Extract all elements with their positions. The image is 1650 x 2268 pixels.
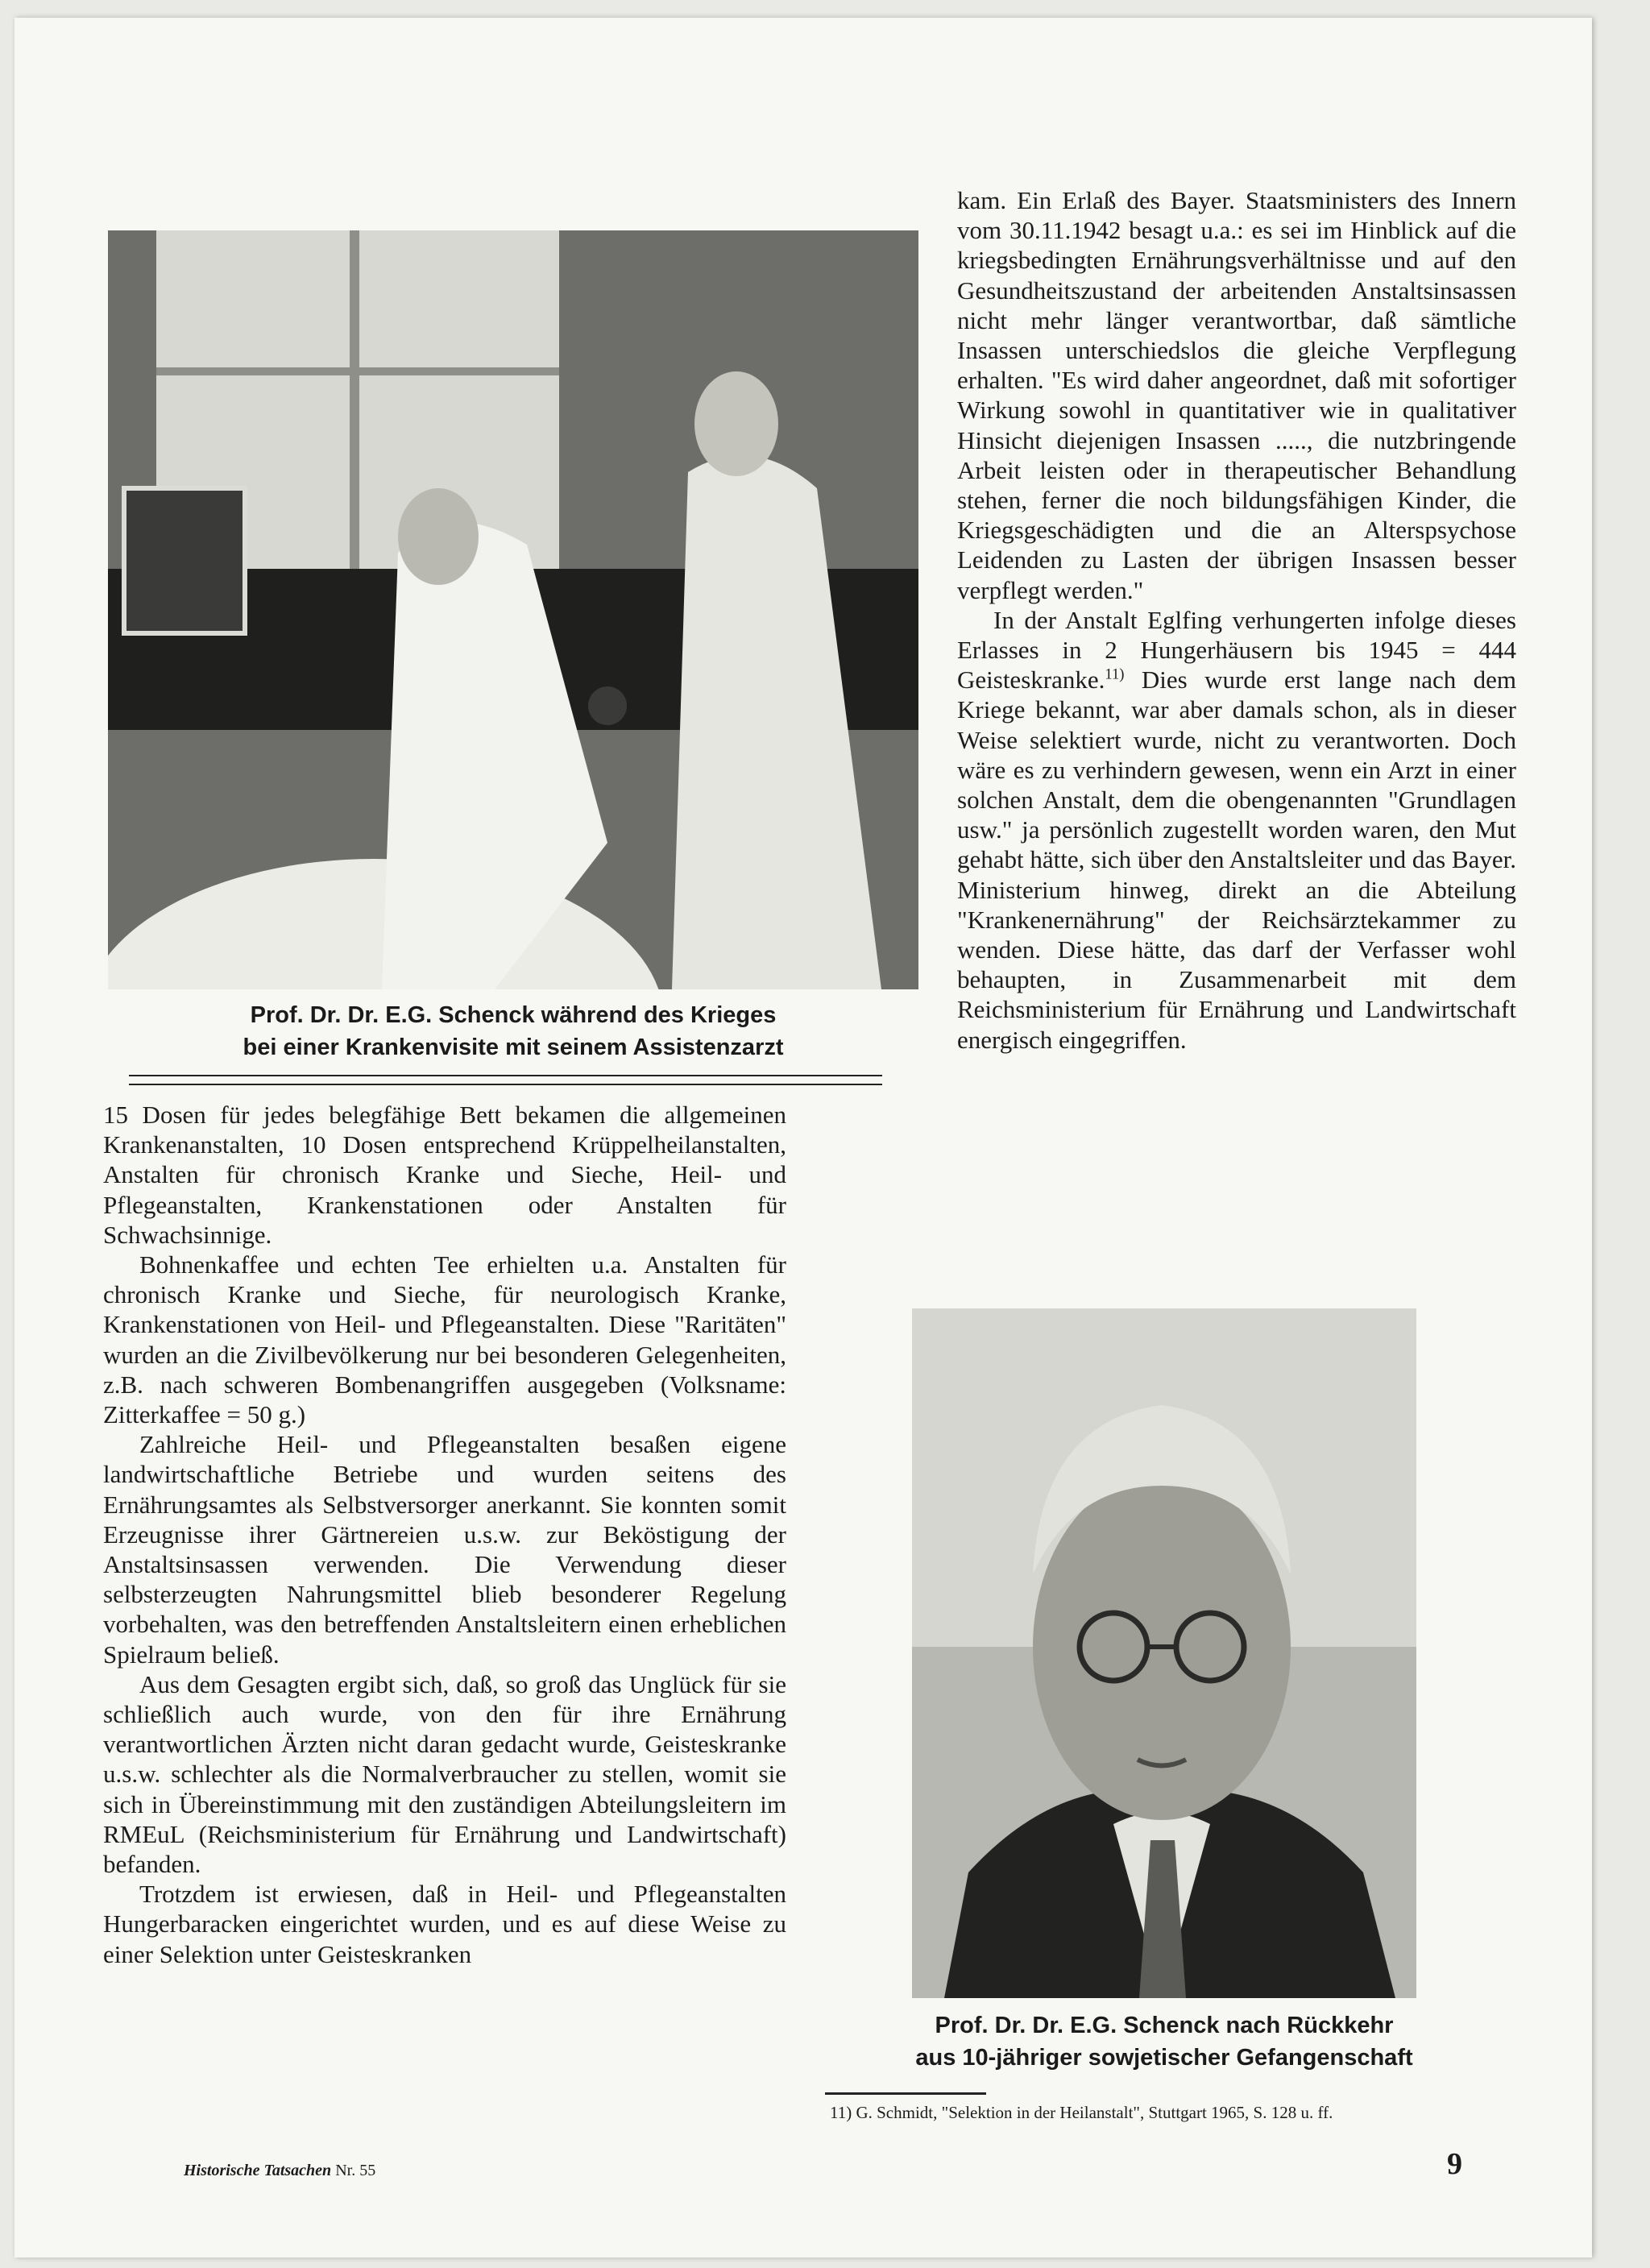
photo-hospital-visit [108,230,918,989]
left-column [103,1100,786,1969]
caption-rule-2 [129,1084,882,1085]
right-column [957,185,1516,1055]
photo-portrait [912,1308,1416,1998]
footnote-reference: 11) [1105,665,1125,683]
paragraph: Zahlreiche Heil- und Pflegeanstalten besaßen eigene landwirtschaftliche Betriebe und wurden seitens des Ernährungsamtes als Selbstversorger anerkannt. Sie konnten somit Erzeugnisse ihrer Gärtnereien u.s.w. zur Beköstigung der Anstaltsinsassen verwenden. Die Verwendung dieser selbsterzeugten Nahrungsmittel blieb besonderer Regelung vorbehalten, was den betreffenden Anstaltsleitern einen erheblichen Spielraum beließ. [103,1430,786,1669]
footer-publication: Historische Tatsachen Nr. 55 [184,2162,376,2179]
paragraph: Bohnenkaffee und echten Tee erhielten u.a. Anstalten für chronisch Kranke und Sieche, für neurologisch Kranke, Krankenstationen von Heil- und Pflegeanstalten. Diese "Raritäten" wurden an die Zivilbevölkerung nur bei besonderen Gelegenheiten, z.B. nach schweren Bombenangriffen ausgegeben (Volksname: Zitterkaffee = 50 g.) [103,1250,786,1429]
paragraph: In der Anstalt Eglfing verhungerten infolge dieses Erlasses in 2 Hungerhäusern bis 1945 = 444 Geisteskranke.$^{11)}$ Dies wurde erst lange nach dem Kriege bekannt, war aber damals schon, als in dieser Weise selektiert wurde, nicht zu verantworten. Doch wäre es zu verhindern gewesen, wenn ein Arzt in einer solchen Anstalt, dem die obengenannten "Grundlagen usw." ja persönlich zugestellt worden waren, den Mut gehabt hätte, sich über den Anstaltsleiter und das Bayer. Ministerium hinweg, direkt an die Abteilung "Krankenernährung" der Reichsärztekammer zu wenden. Diese hätte, das darf der Verfasser wohl behaupten, in Zusammenarbeit mit dem Reichsministerium für Ernährung und Landwirtschaft energisch eingegriffen. [957,605,1516,1054]
footnote: 11) G. Schmidt, "Selektion in der Heilanstalt", Stuttgart 1965, S. 128 u. ff. [830,2103,1333,2122]
photo-portrait-caption: Prof. Dr. Dr. E.G. Schenck nach Rückkehr aus 10-jähriger sowjetischer Gefangenschaft [915,2013,1413,2071]
paragraph: kam. Ein Erlaß des Bayer. Staatsministers des Innern vom 30.11.1942 besagt u.a.: es sei im Hinblick auf die kriegsbedingten Ernährungsverhältnisse und auf den Gesundheitszustand der arbeitenden Anstaltsinsassen nicht mehr länger verantwortbar, daß sämtliche Insassen unterschiedslos die gleiche Verpflegung erhalten. "Es wird daher angeordnet, daß mit sofortiger Wirkung sowohl in quantitativer wie in qualitativer Hinsicht diejenigen Insassen ....., die nutzbringende Arbeit leisten oder in therapeutischer Behandlung stehen, ferner die noch bildungsfähigen Kinder, die Kriegsgeschädigten und die an Alterspsychose Leidenden zu Lasten der übrigen Insassen besser verpflegt werden." [957,186,1516,604]
page-number: 9 [1447,2147,1462,2181]
paragraph: Trotzdem ist erwiesen, daß in Heil- und Pflegeanstalten Hungerbaracken eingerichtet wurden, und es auf diese Weise zu einer Selektion unter Geisteskranken [103,1880,786,1968]
caption-rule [129,1075,882,1076]
photo-hospital-visit-caption: Prof. Dr. Dr. E.G. Schenck während des Krieges bei einer Krankenvisite mit seinem Assistenzarzt [243,1002,784,1060]
paragraph: Aus dem Gesagten ergibt sich, daß, so groß das Unglück für sie schließlich auch wurde, von den für ihre Ernährung verantwortlichen Ärzten nicht daran gedacht wurde, Geisteskranke u.s.w. schlechter als die Normalverbraucher zu stellen, womit sie sich in Übereinstimmung mit den zuständigen Abteilungsleitern im RMEuL (Reichsministerium für Ernährung und Landwirtschaft) befanden. [103,1669,786,1879]
paragraph: 15 Dosen für jedes belegfähige Bett bekamen die allgemeinen Krankenanstalten, 10 Dosen entsprechend Krüppelheilanstalten, Anstalten für chronisch Kranke und Sieche, Heil- und Pflegeanstalten, Krankenstationen oder Anstalten für Schwachsinnige. [103,1101,786,1249]
footnote-rule [825,2092,986,2095]
